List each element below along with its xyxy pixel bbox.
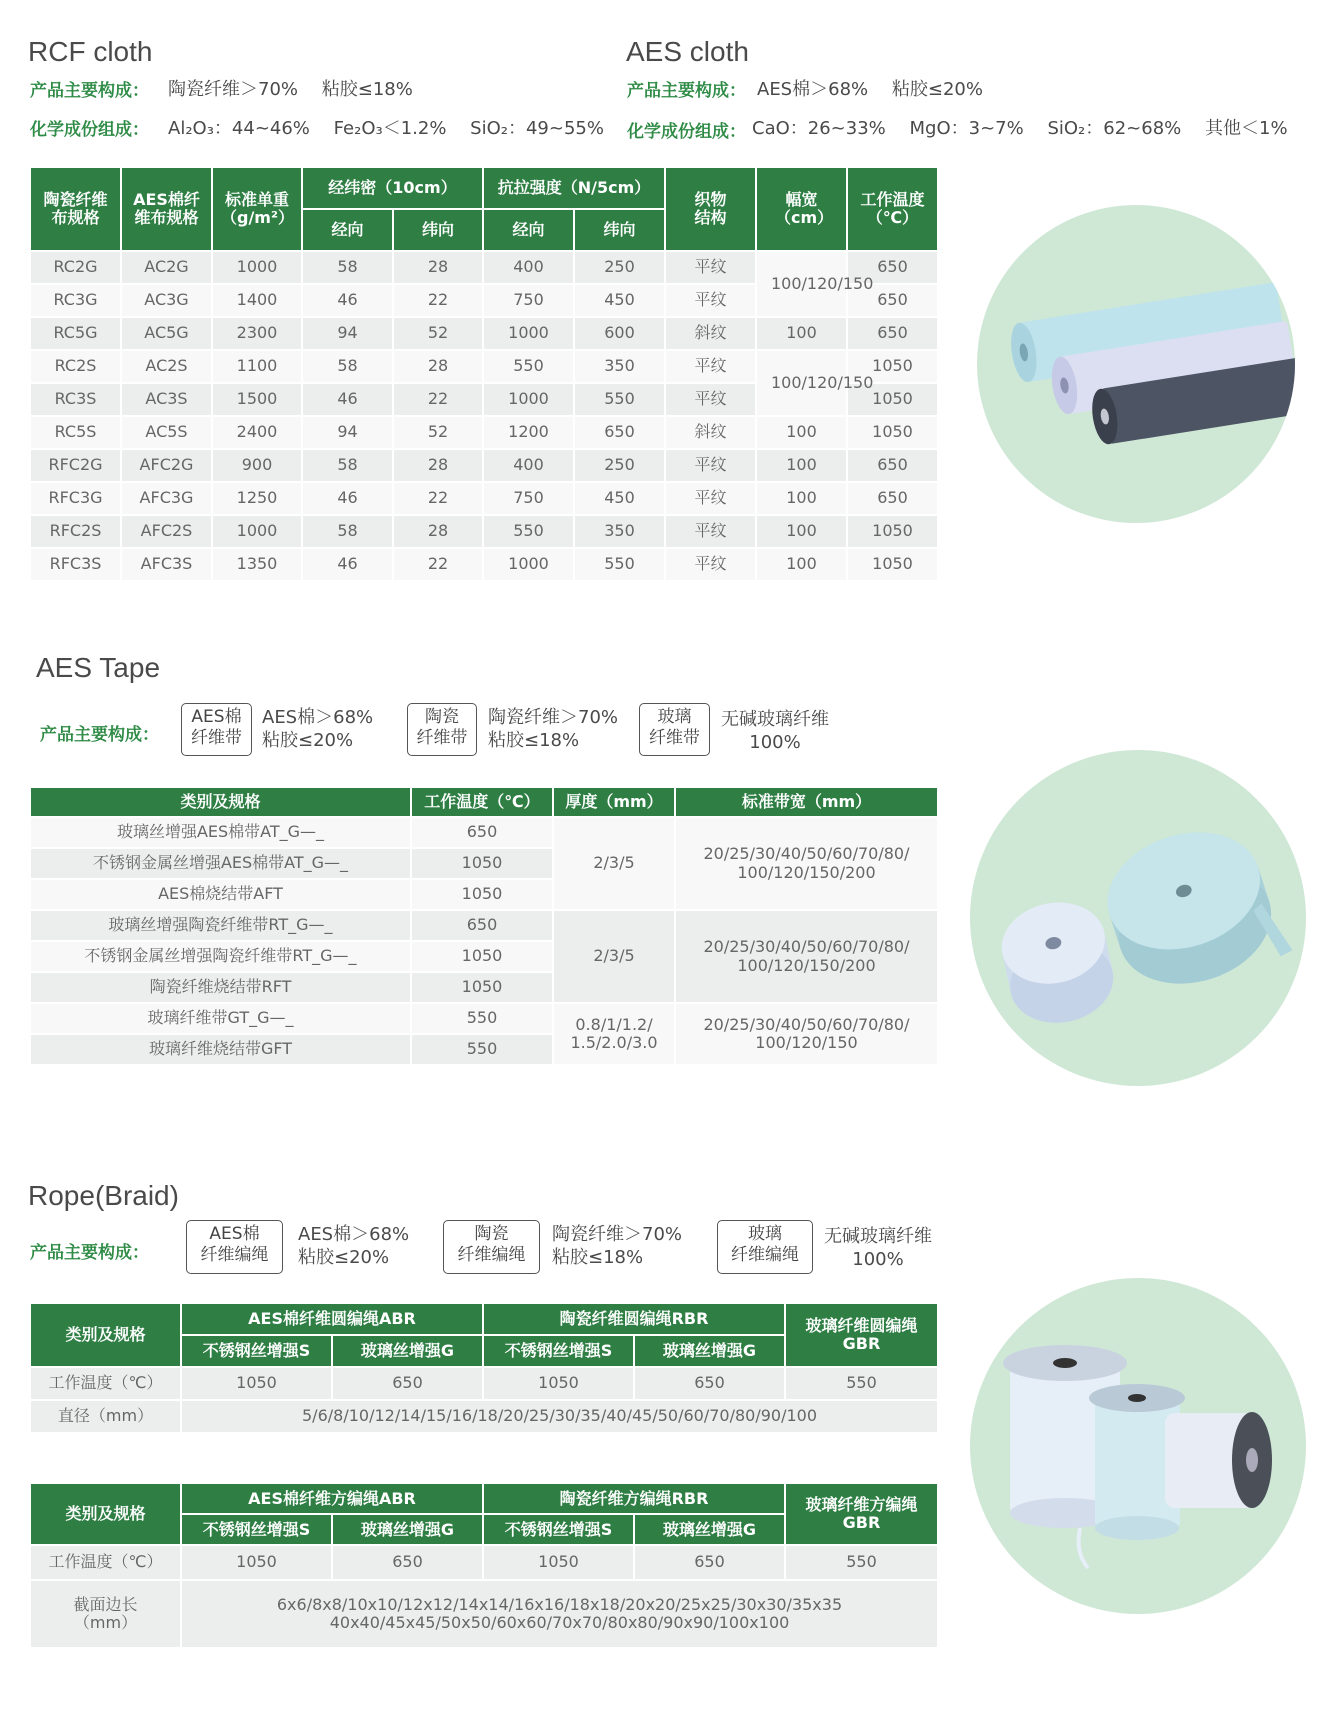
header-density-weft: 纬向: [393, 209, 483, 251]
aes-chemical-label: 化学成份组成：: [627, 122, 746, 142]
cell-thickness-merged: 2/3/5: [553, 817, 675, 910]
side-label-line: 截面边长: [73, 1594, 138, 1614]
cell: 不锈钢金属丝增强AES棉带AT_G—_: [30, 848, 411, 879]
cell: 650: [332, 1367, 483, 1400]
cell: 28: [393, 515, 483, 548]
badge-line: AES棉: [209, 1224, 260, 1244]
badge-line: 纤维带: [649, 728, 700, 748]
comp-line: 无碱玻璃纤维: [721, 709, 829, 730]
cell: 600: [574, 317, 665, 350]
cell: 450: [574, 482, 665, 515]
table-row: [30, 251, 938, 284]
cell: 28: [393, 251, 483, 284]
table-row: [30, 1003, 938, 1034]
rope-badge-aes: [186, 1220, 283, 1274]
header-tape-spec: 类别及规格: [30, 787, 411, 817]
table-row: [30, 548, 938, 581]
cell: 1050: [411, 879, 553, 910]
aes-tape-title: AES Tape: [36, 652, 161, 683]
comp-line: 陶瓷纤维＞70%: [488, 707, 619, 728]
cell: 玻璃丝增强AES棉带AT_G—_: [30, 817, 411, 848]
cell: 650: [847, 251, 938, 284]
cell: 1000: [212, 251, 302, 284]
cell: 58: [302, 251, 393, 284]
cell: 900: [212, 449, 302, 482]
cell: 1000: [483, 548, 574, 581]
cell: 100: [756, 482, 847, 515]
comp-line: 100%: [749, 732, 801, 753]
cell: 玻璃纤维带GT_G—_: [30, 1003, 411, 1034]
header-density-warp: 经向: [302, 209, 393, 251]
cell: 1050: [411, 848, 553, 879]
cell: 斜纹: [665, 317, 756, 350]
cell: 58: [302, 515, 393, 548]
comp-line: 陶瓷纤维＞70%: [552, 1224, 683, 1245]
width-line: 100/120/150/200: [737, 955, 876, 975]
cell: 平纹: [665, 383, 756, 416]
header-round-rcf: 陶瓷纤维圆编绳RBR: [483, 1303, 785, 1335]
cell: 58: [302, 449, 393, 482]
cell: 650: [847, 317, 938, 350]
cell: RC5S: [30, 416, 121, 449]
cell: 1050: [411, 972, 553, 1003]
cell: AC3G: [121, 284, 212, 317]
cloth-rolls-image: [977, 205, 1295, 523]
cell: 玻璃纤维烧结带GFT: [30, 1034, 411, 1065]
badge-line: 玻璃: [748, 1224, 782, 1244]
cell-side-length: [181, 1580, 938, 1648]
header-density: 经纬密（10cm）: [302, 167, 483, 209]
tape-spec-table: [29, 786, 939, 1066]
badge-line: 玻璃: [657, 707, 692, 727]
cell: AC5S: [121, 416, 212, 449]
table-row: [30, 482, 938, 515]
cell: 100: [756, 416, 847, 449]
cell: 100: [756, 548, 847, 581]
cell: 650: [847, 449, 938, 482]
rope-badge-rcf: [443, 1220, 540, 1274]
cell: 1250: [212, 482, 302, 515]
cell: 1000: [212, 515, 302, 548]
cell: 1050: [181, 1367, 332, 1400]
cell: 52: [393, 317, 483, 350]
header-weight: 标准单重（g/m²）: [212, 167, 302, 251]
cell: AFC2G: [121, 449, 212, 482]
cell: AES棉烧结带AFT: [30, 879, 411, 910]
header-tape-thickness: 厚度（mm）: [553, 787, 675, 817]
cell: 650: [847, 284, 938, 317]
header-square-spec: 类别及规格: [30, 1483, 181, 1545]
cell: 100: [756, 449, 847, 482]
cell-side-label: [30, 1580, 181, 1648]
side-label-line: （mm）: [73, 1613, 138, 1632]
tape-rolls-image: [970, 750, 1306, 1086]
table-row: [30, 1580, 938, 1648]
header-line: 玻璃纤维方编绳: [805, 1495, 918, 1515]
header-tensile-weft: 纬向: [574, 209, 665, 251]
cell: 22: [393, 383, 483, 416]
aes-composition-label: 产品主要构成：: [627, 81, 746, 101]
cell: RC3G: [30, 284, 121, 317]
header-square-aes-ss: 不锈钢丝增强S: [181, 1514, 332, 1545]
rope-title: Rope(Braid): [28, 1180, 179, 1211]
badge-line: 纤维编绳: [200, 1245, 269, 1265]
cell: 58: [302, 350, 393, 383]
cell: 46: [302, 548, 393, 581]
cell: 1050: [483, 1545, 634, 1580]
width-line: 20/25/30/40/50/60/70/80/: [703, 937, 910, 957]
cell: AC5G: [121, 317, 212, 350]
tape-badge-glass: [639, 703, 710, 756]
aes-comp-1: AES棉＞68%: [757, 79, 869, 100]
cell: 350: [574, 350, 665, 383]
header-line: GBR: [842, 1334, 881, 1353]
rcf-chemical-label: 化学成份组成：: [30, 120, 149, 140]
cell: 650: [574, 416, 665, 449]
cell-thickness-merged: [553, 1003, 675, 1065]
side-line: 40x40/45x45/50x50/60x60/70x70/80x80/90x90/100x100: [329, 1613, 790, 1632]
cell: 750: [483, 482, 574, 515]
cell: AC2S: [121, 350, 212, 383]
cell: 400: [483, 251, 574, 284]
width-line: 100/120/150: [755, 1033, 858, 1052]
tape-badge-glass-composition: [721, 708, 829, 754]
cell: 1400: [212, 284, 302, 317]
badge-line: 纤维带: [416, 728, 468, 748]
table-row: [30, 1545, 938, 1580]
aes-comp-2: 粘胶≤20%: [891, 79, 983, 100]
cell: 650: [634, 1545, 785, 1580]
aes-chem-1: CaO：26~33%: [752, 118, 886, 139]
cell: 1050: [411, 941, 553, 972]
cell: 250: [574, 449, 665, 482]
round-rope-table: [29, 1302, 939, 1434]
header-square-rcf-gl: 玻璃丝增强G: [634, 1514, 785, 1545]
width-line: 20/25/30/40/50/60/70/80/: [703, 844, 910, 864]
header-tensile-warp: 经向: [483, 209, 574, 251]
cell: RC2G: [30, 251, 121, 284]
header-weave: 织物结构: [665, 167, 756, 251]
comp-line: 粘胶≤20%: [298, 1247, 390, 1268]
rcf-comp-2: 粘胶≤18%: [321, 79, 413, 100]
cell: 工作温度（℃）: [30, 1367, 181, 1400]
cell: 工作温度（℃）: [30, 1545, 181, 1580]
cell: 22: [393, 548, 483, 581]
thickness-line: 0.8/1/1.2/: [575, 1014, 653, 1034]
rcf-chem-2: Fe₂O₃＜1.2%: [333, 118, 447, 139]
header-round-glass: [785, 1303, 938, 1367]
table-row: [30, 1400, 938, 1433]
cell-thickness-merged: 2/3/5: [553, 910, 675, 1003]
cell: AFC2S: [121, 515, 212, 548]
cell: AC2G: [121, 251, 212, 284]
cell-width-merged: [675, 817, 938, 910]
cell: 550: [785, 1367, 938, 1400]
aes-chemical-values: [752, 114, 1306, 140]
cloth-spec-table: [29, 166, 939, 582]
cell: 650: [411, 817, 553, 848]
cell: 平纹: [665, 251, 756, 284]
header-round-aes: AES棉纤维圆编绳ABR: [181, 1303, 483, 1335]
cell: 平纹: [665, 350, 756, 383]
cell: 玻璃丝增强陶瓷纤维带RT_G—_: [30, 910, 411, 941]
cloth-rolls-illustration: [977, 205, 1295, 523]
cell: 550: [574, 548, 665, 581]
rope-badge-glass-composition: [824, 1225, 932, 1271]
cell: 400: [483, 449, 574, 482]
comp-line: 100%: [852, 1249, 904, 1270]
cell: 1050: [847, 350, 938, 383]
header-temp: 工作温度（℃）: [847, 167, 938, 251]
comp-line: AES棉＞68%: [298, 1224, 410, 1245]
cell: 28: [393, 350, 483, 383]
width-line: 20/25/30/40/50/60/70/80/: [703, 1014, 910, 1034]
cell: 1050: [483, 1367, 634, 1400]
table-row: [30, 910, 938, 941]
cell: 250: [574, 251, 665, 284]
cell-diameter: 5/6/8/10/12/14/15/16/18/20/25/30/35/40/45/50/60/70/80/90/100: [181, 1400, 938, 1433]
cell: 550: [411, 1034, 553, 1065]
cell: RFC2S: [30, 515, 121, 548]
cell: AFC3S: [121, 548, 212, 581]
cell: 650: [332, 1545, 483, 1580]
rcf-chemical-values: [168, 114, 622, 140]
cell: 1000: [483, 383, 574, 416]
cell-width-merged: [675, 1003, 938, 1065]
table-row: [30, 350, 938, 383]
header-square-aes-gl: 玻璃丝增强G: [332, 1514, 483, 1545]
tape-composition-label: 产品主要构成：: [40, 725, 159, 745]
tape-rolls-illustration: [970, 750, 1306, 1086]
tape-badge-rcf-composition: [488, 706, 618, 752]
cell: RC2S: [30, 350, 121, 383]
header-round-aes-gl: 玻璃丝增强G: [332, 1335, 483, 1367]
cell: 直径（mm）: [30, 1400, 181, 1433]
table-row: [30, 449, 938, 482]
aes-composition-values: [757, 75, 1001, 101]
cell: 1100: [212, 350, 302, 383]
cell: RFC3S: [30, 548, 121, 581]
cell: 94: [302, 416, 393, 449]
cell: 平纹: [665, 284, 756, 317]
header-width: 幅宽（cm）: [756, 167, 847, 251]
square-rope-table: [29, 1482, 939, 1649]
cell: 94: [302, 317, 393, 350]
cell: 1050: [181, 1545, 332, 1580]
cell: 22: [393, 482, 483, 515]
cell: 1500: [212, 383, 302, 416]
cell: 1200: [483, 416, 574, 449]
cell: 46: [302, 284, 393, 317]
cell: 1000: [483, 317, 574, 350]
cell: 28: [393, 449, 483, 482]
cell-width-merged: 100/120/150: [756, 251, 847, 317]
side-line: 6x6/8x8/10x10/12x12/14x14/16x16/18x18/20x20/25x25/30x30/35x35: [276, 1594, 843, 1614]
rope-spools-illustration: [970, 1278, 1306, 1614]
header-tape-width: 标准带宽（mm）: [675, 787, 938, 817]
header-round-rcf-ss: 不锈钢丝增强S: [483, 1335, 634, 1367]
header-square-glass: [785, 1483, 938, 1545]
badge-line: 陶瓷: [425, 707, 459, 727]
cell: RC3S: [30, 383, 121, 416]
cell: 陶瓷纤维烧结带RFT: [30, 972, 411, 1003]
rope-composition-label: 产品主要构成：: [30, 1243, 149, 1263]
header-round-aes-ss: 不锈钢丝增强S: [181, 1335, 332, 1367]
cell: 平纹: [665, 515, 756, 548]
table-row: [30, 317, 938, 350]
cell: 550: [574, 383, 665, 416]
cell-width-merged: [675, 910, 938, 1003]
header-rcf-spec: 陶瓷纤维布规格: [30, 167, 121, 251]
cell: 46: [302, 482, 393, 515]
badge-line: 纤维编绳: [731, 1245, 799, 1265]
cell: 1050: [847, 383, 938, 416]
header-round-rcf-gl: 玻璃丝增强G: [634, 1335, 785, 1367]
rcf-comp-1: 陶瓷纤维＞70%: [168, 79, 299, 100]
comp-line: AES棉＞68%: [262, 707, 374, 728]
cell: 1050: [847, 548, 938, 581]
rcf-chem-3: SiO₂：49~55%: [470, 118, 604, 139]
header-square-rcf-ss: 不锈钢丝增强S: [483, 1514, 634, 1545]
cell: 650: [411, 910, 553, 941]
rcf-composition-values: [168, 75, 431, 101]
cell-width-merged: 100/120/150: [756, 350, 847, 416]
aes-chem-4: 其他＜1%: [1205, 118, 1288, 139]
comp-line: 无碱玻璃纤维: [824, 1226, 932, 1247]
badge-line: AES棉: [191, 707, 242, 727]
header-line: 玻璃纤维圆编绳: [805, 1316, 918, 1336]
cell: AC3S: [121, 383, 212, 416]
cell: 46: [302, 383, 393, 416]
rope-badge-aes-composition: [298, 1223, 409, 1269]
cell: 750: [483, 284, 574, 317]
cell: 550: [785, 1545, 938, 1580]
tape-badge-rcf: [407, 703, 477, 756]
cell: 斜纹: [665, 416, 756, 449]
cell: 平纹: [665, 482, 756, 515]
aes-chem-2: MgO：3~7%: [909, 118, 1024, 139]
header-tensile: 抗拉强度（N/5cm）: [483, 167, 665, 209]
cell: 1350: [212, 548, 302, 581]
cell: RFC2G: [30, 449, 121, 482]
table-row: [30, 416, 938, 449]
cell: 450: [574, 284, 665, 317]
width-line: 100/120/150/200: [737, 862, 876, 882]
cell: 100: [756, 515, 847, 548]
cell: RC5G: [30, 317, 121, 350]
cell: 650: [634, 1367, 785, 1400]
header-aes-spec: AES棉纤维布规格: [121, 167, 212, 251]
aes-chem-3: SiO₂：62~68%: [1047, 118, 1182, 139]
cell: RFC3G: [30, 482, 121, 515]
cell: 22: [393, 284, 483, 317]
cell: 不锈钢金属丝增强陶瓷纤维带RT_G—_: [30, 941, 411, 972]
header-square-rcf: 陶瓷纤维方编绳RBR: [483, 1483, 785, 1514]
header-round-spec: 类别及规格: [30, 1303, 181, 1367]
header-line: GBR: [842, 1513, 881, 1532]
cell: 平纹: [665, 449, 756, 482]
badge-line: 纤维带: [191, 728, 242, 748]
cell: 650: [847, 482, 938, 515]
table-row: [30, 1367, 938, 1400]
cell: 1050: [847, 416, 938, 449]
cell: 350: [574, 515, 665, 548]
thickness-line: 1.5/2.0/3.0: [570, 1033, 658, 1052]
cell: 2400: [212, 416, 302, 449]
cell: AFC3G: [121, 482, 212, 515]
cell: 52: [393, 416, 483, 449]
badge-line: 纤维编绳: [457, 1245, 526, 1265]
rcf-chem-1: Al₂O₃：44~46%: [168, 118, 310, 139]
rcf-composition-label: 产品主要构成：: [30, 81, 149, 101]
rope-badge-rcf-composition: [552, 1223, 682, 1269]
cell: 100: [756, 317, 847, 350]
cell: 1050: [847, 515, 938, 548]
cell: 550: [483, 515, 574, 548]
aes-cloth-title: AES cloth: [626, 36, 749, 67]
header-tape-temp: 工作温度（℃）: [411, 787, 553, 817]
tape-badge-aes: [181, 703, 252, 756]
header-square-aes: AES棉纤维方编绳ABR: [181, 1483, 483, 1514]
tape-badge-aes-composition: [262, 706, 373, 752]
comp-line: 粘胶≤18%: [488, 730, 580, 751]
rcf-cloth-title: RCF cloth: [28, 36, 153, 67]
cell: 550: [411, 1003, 553, 1034]
cell: 550: [483, 350, 574, 383]
rope-badge-glass: [717, 1220, 813, 1274]
badge-line: 陶瓷: [474, 1224, 509, 1244]
table-row: [30, 817, 938, 848]
table-row: [30, 515, 938, 548]
comp-line: 粘胶≤20%: [262, 730, 354, 751]
cell: 2300: [212, 317, 302, 350]
comp-line: 粘胶≤18%: [552, 1247, 644, 1268]
rope-spools-image: [970, 1278, 1306, 1614]
cell: 平纹: [665, 548, 756, 581]
